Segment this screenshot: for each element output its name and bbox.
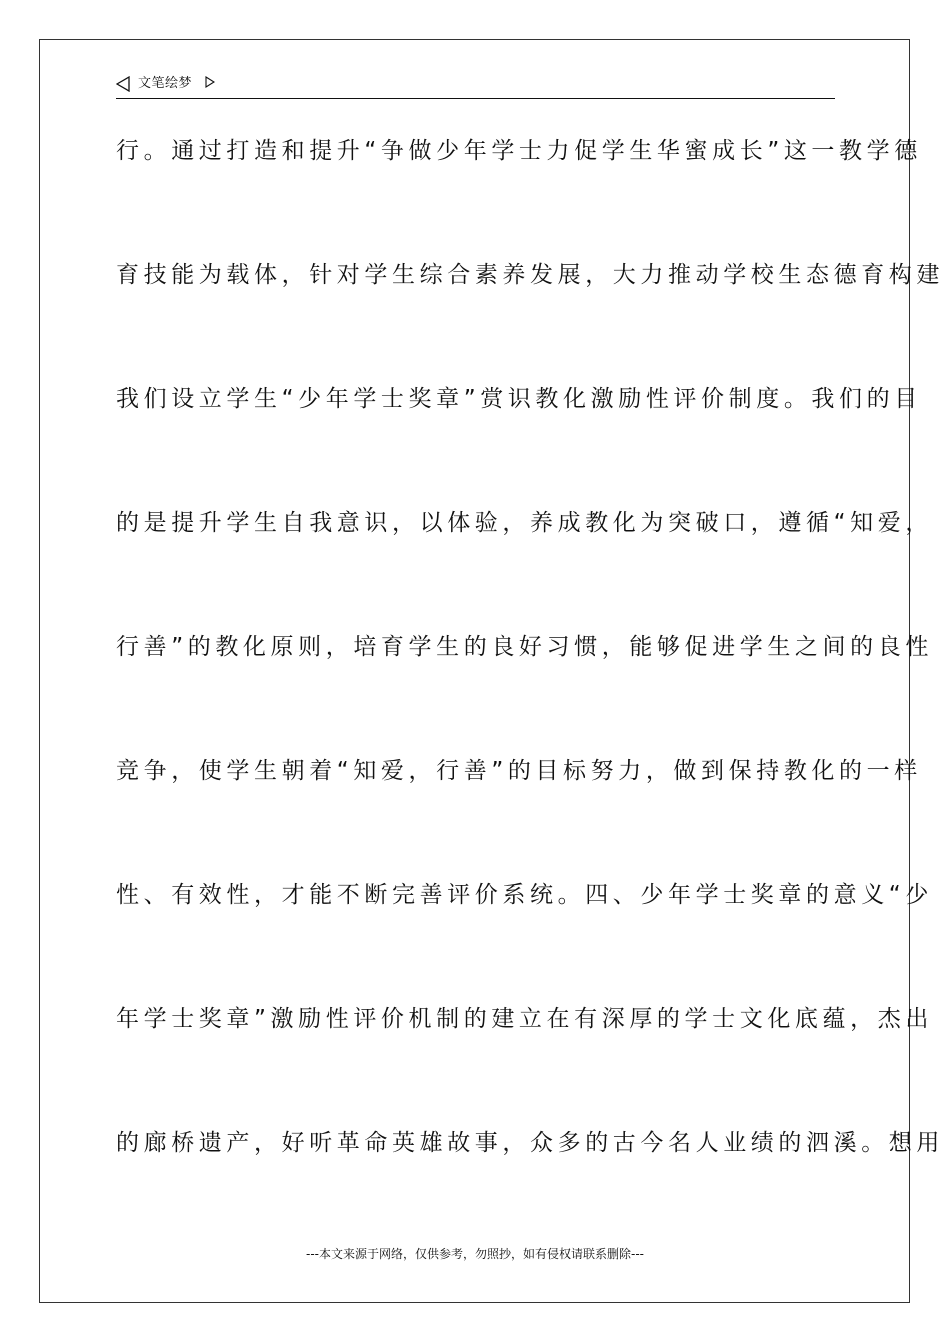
- page-border: [39, 39, 910, 1303]
- triangle-right-icon: [205, 76, 215, 88]
- text-line: 性、有效性，才能不断完善评价系统。四、少年学士奖章的意义“少: [116, 882, 933, 908]
- text-line: 我们设立学生“少年学士奖章”赏识教化激励性评价制度。我们的目: [116, 386, 922, 412]
- text-line: 育技能为载体，针对学生综合素养发展，大力推动学校生态德育构建: [116, 262, 944, 288]
- text-line: 的是提升学生自我意识，以体验，养成教化为突破口，遵循“知爱，: [116, 510, 933, 536]
- text-line: 的廊桥遗产，好听革命英雄故事，众多的古今名人业绩的泗溪。想用: [116, 1130, 944, 1156]
- text-line: 年学士奖章”激励性评价机制的建立在有深厚的学士文化底蕴，杰出: [116, 1006, 933, 1032]
- triangle-left-icon: [116, 76, 130, 92]
- text-line: 竞争，使学生朝着“知爱，行善”的目标努力，做到保持教化的一样: [116, 758, 922, 784]
- text-line: 行。通过打造和提升“争做少年学士力促学生华蜜成长”这一教学德: [116, 138, 922, 164]
- header-title: 文笔绘梦: [138, 76, 193, 91]
- footer-disclaimer: ---本文来源于网络，仅供参考，勿照抄，如有侵权请联系删除---: [306, 1247, 644, 1261]
- text-line: 行善”的教化原则，培育学生的良好习惯，能够促进学生之间的良性: [116, 634, 933, 660]
- page-header: [116, 72, 835, 99]
